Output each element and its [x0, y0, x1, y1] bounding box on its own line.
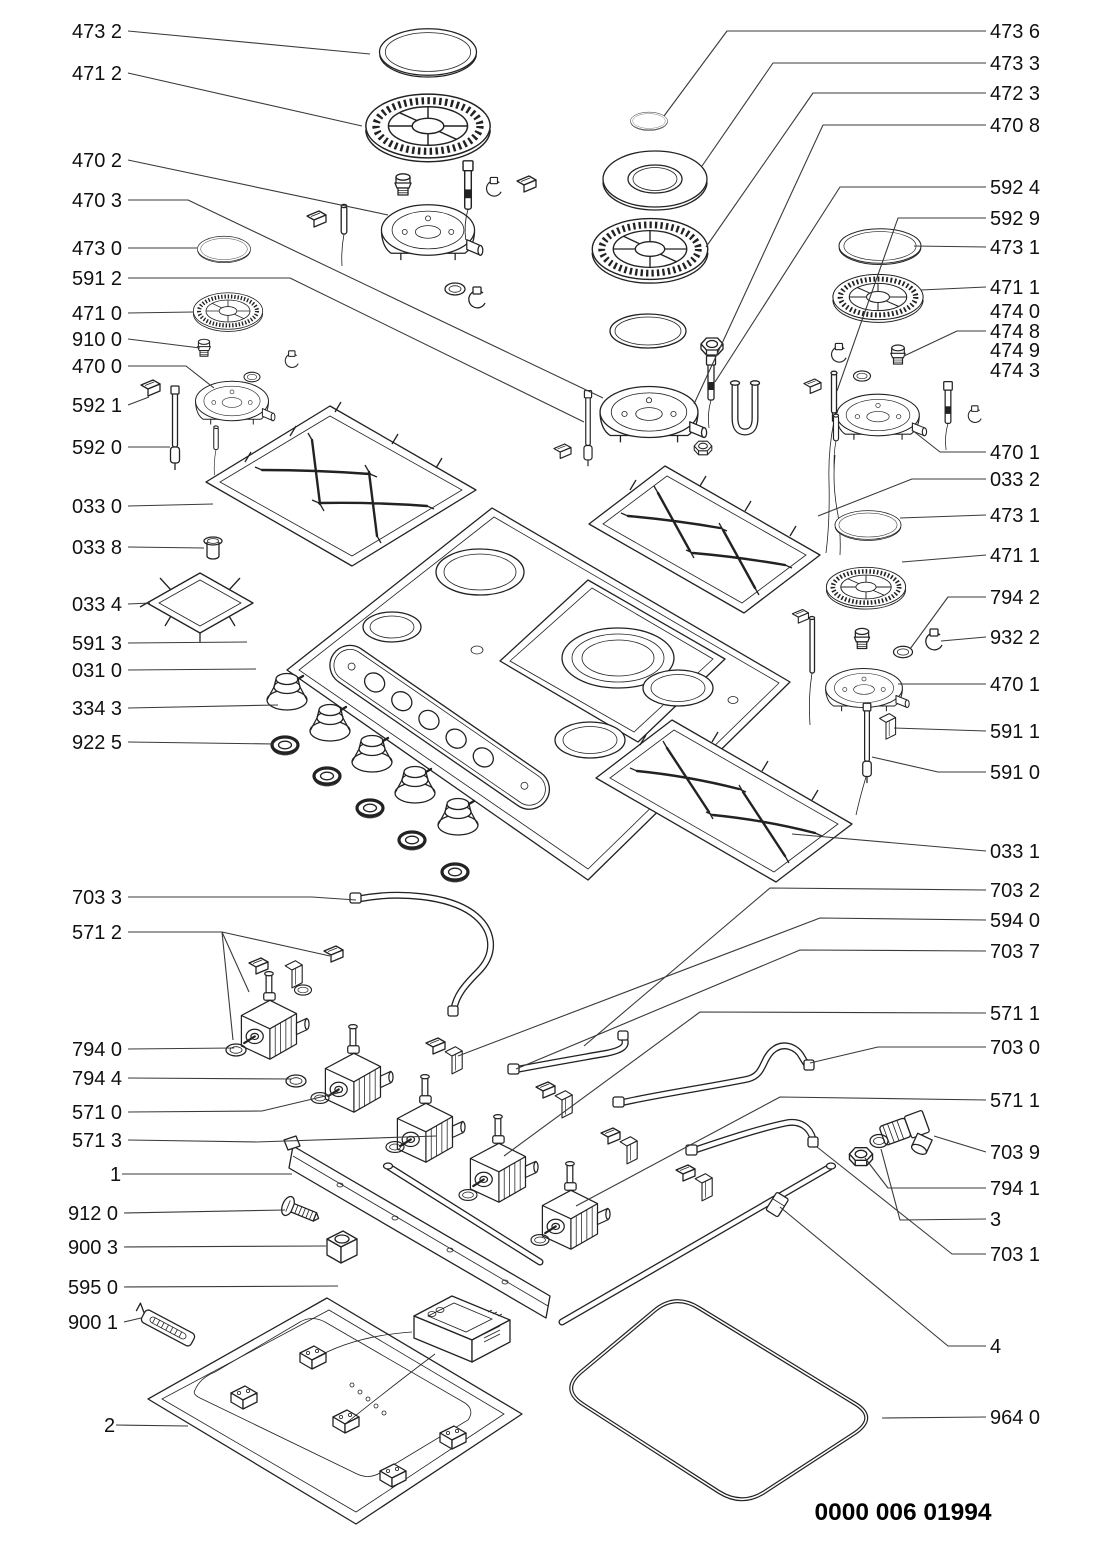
part-number: 471 1: [990, 277, 1041, 299]
part-number: 2: [104, 1415, 116, 1437]
injector-large: [395, 174, 411, 195]
part-number: 470 1: [990, 442, 1041, 464]
part-number: 473 3: [990, 53, 1041, 75]
part-number: 594 0: [990, 910, 1041, 932]
part-number: 474 0: [990, 301, 1041, 323]
part-number: 592 4: [990, 177, 1041, 199]
spark-plug-small: [171, 386, 180, 470]
part-number: 932 2: [990, 627, 1041, 649]
part-number: 471 0: [72, 303, 123, 325]
part-number: 1: [110, 1164, 122, 1186]
part-number: 592 1: [72, 395, 123, 417]
part-number: 3: [990, 1209, 1002, 1231]
part-number: 794 0: [72, 1039, 123, 1061]
part-number: 472 3: [990, 83, 1041, 105]
part-number: 794 4: [72, 1068, 123, 1090]
part-number: 591 3: [72, 633, 123, 655]
part-number: 033 2: [990, 469, 1041, 491]
part-number: 571 2: [72, 922, 123, 944]
part-number: 473 0: [72, 238, 123, 260]
part-number: 794 2: [990, 587, 1041, 609]
part-number: 473 2: [72, 21, 123, 43]
injector-right-2: [854, 628, 869, 648]
drawing-number: 0000 006 01994: [814, 1499, 992, 1526]
part-number: 474 3: [990, 360, 1041, 382]
part-number: 334 3: [72, 698, 123, 720]
part-number: 592 0: [72, 437, 123, 459]
part-number: 912 0: [68, 1203, 119, 1225]
injector-right-1: [891, 345, 905, 364]
burner-opening-5: [555, 722, 625, 758]
burner-cap-large: [380, 29, 477, 77]
part-number: 703 1: [990, 1244, 1041, 1266]
part-number: 470 1: [990, 674, 1041, 696]
part-number: 571 1: [990, 1003, 1041, 1025]
part-number: 471 2: [72, 63, 123, 85]
burner-opening-2: [363, 612, 421, 642]
part-number: 964 0: [990, 1407, 1041, 1429]
part-number: 470 8: [990, 115, 1041, 137]
burner-opening-4: [643, 670, 713, 706]
part-number: 900 3: [68, 1237, 119, 1259]
part-number: 571 0: [72, 1102, 123, 1124]
part-number: 703 3: [72, 887, 123, 909]
part-label-474-0: [990, 301, 1040, 323]
part-label-474-9: [990, 340, 1040, 362]
part-number: 470 3: [72, 190, 123, 212]
part-number: 703 2: [990, 880, 1041, 902]
part-number: 591 2: [72, 268, 123, 290]
part-number: 473 6: [990, 21, 1041, 43]
part-number: 595 0: [68, 1277, 119, 1299]
burner-opening-1: [436, 549, 524, 595]
part-number: 703 0: [990, 1037, 1041, 1059]
burner-cap-small: [198, 236, 251, 262]
part-number: 473 1: [990, 237, 1041, 259]
part-number: 910 0: [72, 329, 123, 351]
part-number: 900 1: [68, 1312, 119, 1334]
part-number: 922 5: [72, 732, 123, 754]
part-number: 4: [990, 1336, 1002, 1358]
part-number: 470 0: [72, 356, 123, 378]
part-number: 571 1: [990, 1090, 1041, 1112]
part-label-474-3: [990, 360, 1040, 382]
burner-cap-right-1: [839, 229, 921, 265]
part-number: 571 3: [72, 1130, 123, 1152]
part-number: 473 1: [990, 505, 1041, 527]
part-number: 033 8: [72, 537, 123, 559]
part-number: 033 0: [72, 496, 123, 518]
part-number: 033 4: [72, 594, 123, 616]
part-number: 703 9: [990, 1142, 1041, 1164]
wok-burner-cap-small: [631, 112, 668, 130]
part-number: 471 1: [990, 545, 1041, 567]
part-number: 470 2: [72, 150, 123, 172]
part-number: 591 1: [990, 721, 1041, 743]
wok-igniter: [584, 391, 592, 467]
part-number: 474 9: [990, 340, 1041, 362]
part-number: 592 9: [990, 208, 1041, 230]
part-number: 703 7: [990, 941, 1041, 963]
part-number: 794 1: [990, 1178, 1041, 1200]
part-number: 474 8: [990, 321, 1041, 343]
part-number: 031 0: [72, 660, 123, 682]
part-number: 591 0: [990, 762, 1041, 784]
burner-cap-right-2: [835, 511, 901, 541]
part-number: 033 1: [990, 841, 1041, 863]
